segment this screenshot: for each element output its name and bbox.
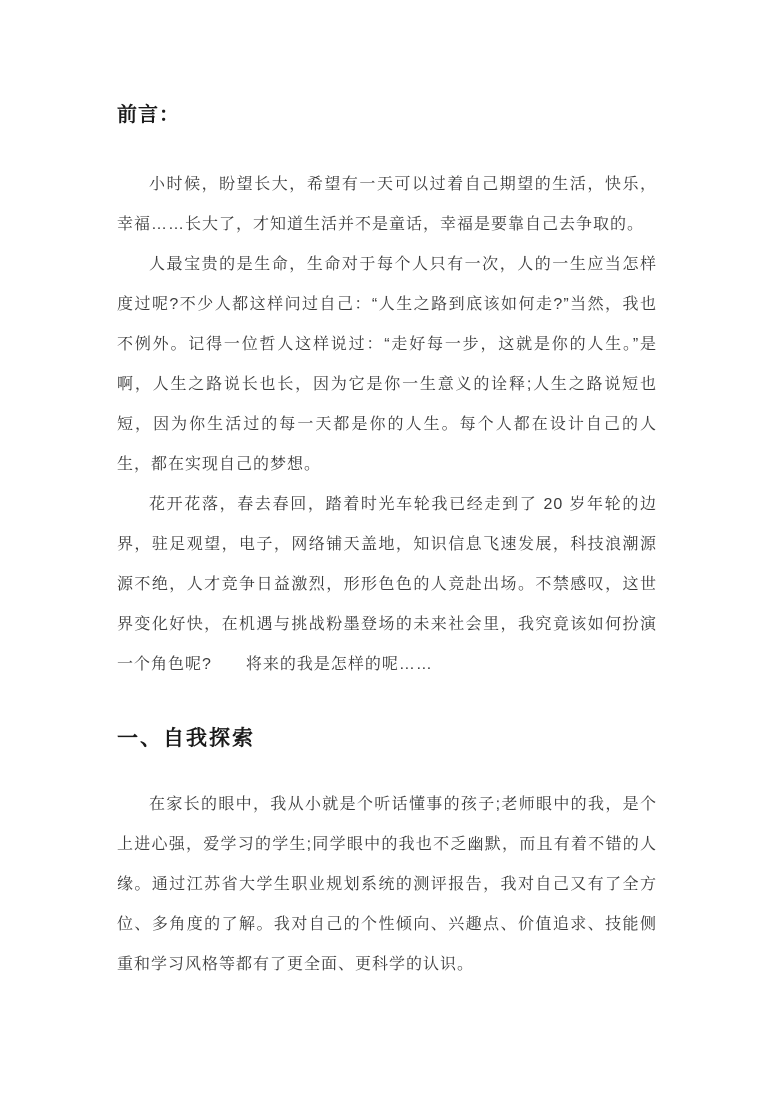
preface-paragraph-2: 人最宝贵的是生命，生命对于每个人只有一次，人的一生应当怎样度过呢?不少人都这样问过自己：“人生之路到底该如何走?”当然，我也不例外。记得一位哲人这样说过：“走好每一步，这就是你的人生。”是啊，人生之路说长也长，因为它是你一生意义的诠释;人生之路说短也短，因为你生活过的每一天都是你的人生。每个人都在设计自己的人生，都在实现自己的梦想。 <box>117 256 657 473</box>
preface-paragraph-3: 花开花落，春去春回，踏着时光车轮我已经走到了 20 岁年轮的边界，驻足观望，电子，网络铺天盖地，知识信息飞速发展，科技浪潮源源不绝，人才竞争日益激烈，形形色色的人竞赴出场。不禁感叹，这世界变化好快，在机遇与挑战粉墨登场的未来社会里，我究竟该如何扮演一个角色呢? 将来的我是怎样的呢…… <box>117 496 657 673</box>
preface-heading: 前言： <box>117 104 180 126</box>
preface-paragraph-1: 小时候，盼望长大，希望有一天可以过着自己期望的生活，快乐，幸福……长大了，才知道生活并不是童话，幸福是要靠自己去争取的。 <box>117 176 657 233</box>
section-one-heading: 一、自我探索 <box>117 727 255 750</box>
section-one-paragraph-1: 在家长的眼中，我从小就是个听话懂事的孩子;老师眼中的我，是个上进心强，爱学习的学生;同学眼中的我也不乏幽默，而且有着不错的人缘。通过江苏省大学生职业规划系统的测评报告，我对自己又有了全方位、多角度的了解。我对自己的个性倾向、兴趣点、价值追求、技能侧重和学习风格等都有了更全面、更科学的认识。 <box>117 796 657 973</box>
